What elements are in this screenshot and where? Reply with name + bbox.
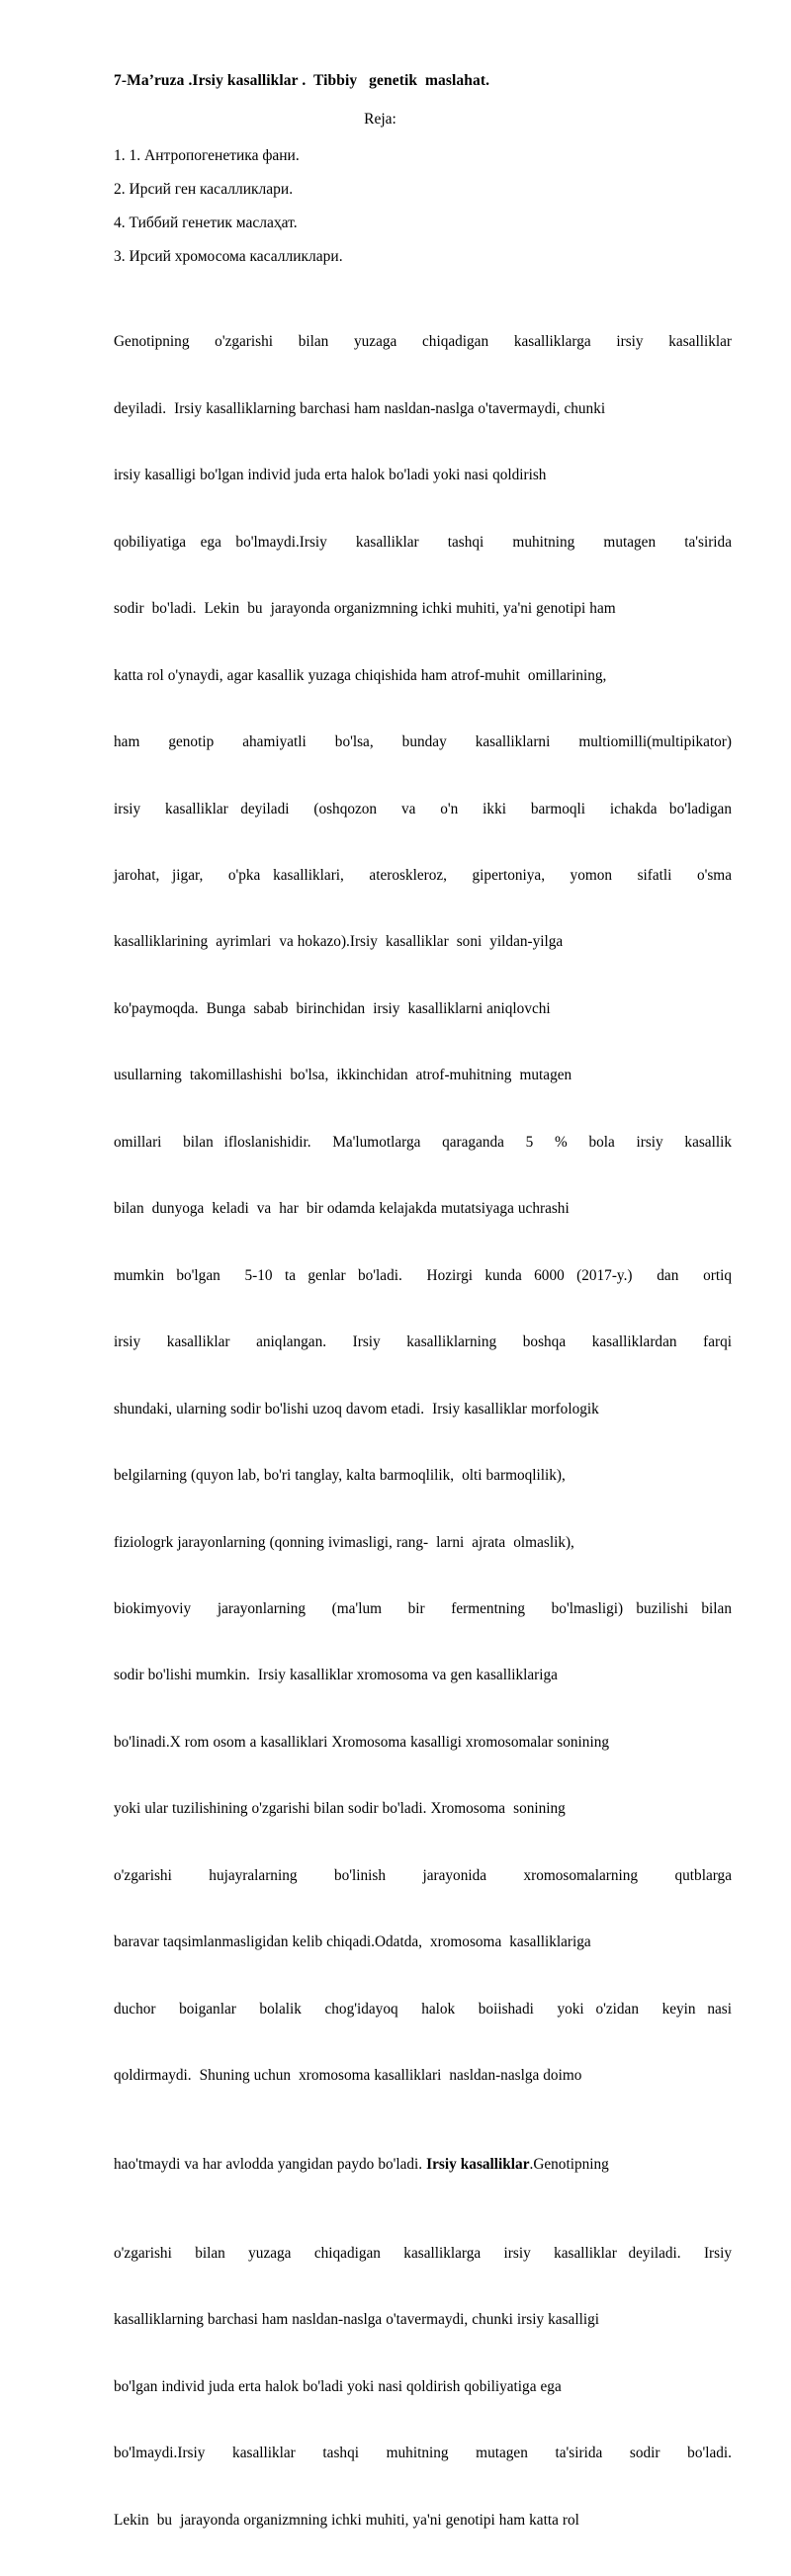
body-line: biokimyoviy jarayonlarning (ma'lum bir fermentning bo'lmasligi) buzilishi bilan [114, 1599, 732, 1617]
body-line: kasalliklarning barchasi ham nasldan-naslga o'tavermaydi, chunki irsiy kasalligi [114, 2311, 599, 2329]
body-line: irsiy kasalligi bo'lgan individ juda erta halok bo'ladi yoki nasi qoldirish [114, 467, 547, 484]
body-line: bo'lmaydi.Irsiy kasalliklar tashqi muhitning mutagen ta'sirida sodir bo'ladi. [114, 2445, 732, 2462]
emphasis-suffix-text: .Genotipning [529, 2156, 609, 2174]
body-line: sodir bo'ladi. Lekin bu jarayonda organizmning ichki muhiti, ya'ni genotipi ham [114, 600, 616, 618]
list-item: 3. Ирсий хромосома касалликлари. [114, 248, 343, 266]
body-line: shundaki, ularning sodir bo'lishi uzoq davom etadi. Irsiy kasalliklar morfologik [114, 1400, 599, 1417]
body-line-with-emphasis [114, 2154, 732, 2176]
body-line: ham genotip ahamiyatli bo'lsa, bunday kasalliklarni multiomilli(multipikator) [114, 733, 732, 751]
body-line: mumkin bo'lgan 5-10 ta genlar bo'ladi. Hozirgi kunda 6000 (2017-y.) dan ortiq [114, 1266, 732, 1284]
body-line: bo'linadi.X rom osom a kasalliklari Xromosoma kasalligi xromosomalar sonining [114, 1733, 610, 1751]
body-line: belgilarning (quyon lab, bo'ri tanglay, kalta barmoqlilik, olti barmoqlilik), [114, 1467, 566, 1485]
body-line: baravar taqsimlanmasligidan kelib chiqadi.Odatda, xromosoma kasalliklariga [114, 1933, 591, 1951]
page-title: 7-Ma’ruza .Irsiy kasalliklar . Tibbiy genetik maslahat. [114, 72, 490, 89]
body-line: irsiy kasalliklar deyiladi (oshqozon va o'n ikki barmoqli ichakda bo'ladigan [114, 800, 732, 817]
body-line: Genotipning o'zgarishi bilan yuzaga chiqadigan kasalliklarga irsiy kasalliklar [114, 333, 732, 351]
emphasis-prefix-text: hao'tmaydi va har avlodda yangidan paydo bo'ladi. [114, 2156, 427, 2174]
body-line: usullarning takomillashishi bo'lsa, ikkinchidan atrof-muhitning mutagen [114, 1067, 572, 1084]
body-line: qoldirmaydi. Shuning uchun xromosoma kasalliklari nasldan-naslga doimo [114, 2067, 582, 2085]
body-line: kasalliklarining ayrimlari va hokazo).Irsiy kasalliklar soni yildan-yilga [114, 933, 564, 951]
body-line: duchor boiganlar bolalik chog'idayoq halok boiishadi yoki o'zidan keyin nasi [114, 2000, 732, 2018]
list-item: 4. Тиббий генетик маслаҳат. [114, 215, 298, 232]
body-line: irsiy kasalliklar aniqlangan. Irsiy kasalliklarning boshqa kasalliklardan farqi [114, 1333, 732, 1351]
body-line: omillari bilan ifloslanishidir. Ma'lumotlarga qaraganda 5 % bola irsiy kasallik [114, 1133, 732, 1151]
reja-heading: Reja: [364, 110, 396, 128]
body-line: o'zgarishi bilan yuzaga chiqadigan kasalliklarga irsiy kasalliklar deyiladi. Irsiy [114, 2245, 732, 2263]
body-line: jarohat, jigar, o'pka kasalliklari, ateroskleroz, gipertoniya, yomon sifatli o'sma [114, 867, 732, 884]
body-line: bilan dunyoga keladi va har bir odamda kelajakda mutatsiyaga uchrashi [114, 1200, 570, 1218]
body-paragraph [114, 287, 732, 2576]
body-line: o'zgarishi hujayralarning bo'linish jarayonida xromosomalarning qutblarga [114, 1866, 732, 1884]
list-item: 1. 1. Антропогенетика фани. [114, 146, 300, 164]
body-line: yoki ular tuzilishining o'zgarishi bilan sodir bo'ladi. Xromosoma sonining [114, 1800, 566, 1818]
body-line: Lekin bu jarayonda organizmning ichki muhiti, ya'ni genotipi ham katta rol [114, 2511, 579, 2529]
body-line: ko'paymoqda. Bunga sabab birinchidan irsiy kasalliklarni aniqlovchi [114, 999, 551, 1017]
body-line: sodir bo'lishi mumkin. Irsiy kasalliklar xromosoma va gen kasalliklariga [114, 1667, 558, 1684]
emphasized-term: Irsiy kasalliklar [426, 2156, 530, 2174]
body-line: katta rol o'ynaydi, agar kasallik yuzaga chiqishida ham atrof-muhit omillarining, [114, 666, 607, 684]
table-of-contents [114, 146, 732, 268]
body-line: deyiladi. Irsiy kasalliklarning barchasi ham nasldan-naslga o'tavermaydi, chunki [114, 399, 606, 417]
body-line: bo'lgan individ juda erta halok bo'ladi yoki nasi qoldirish qobiliyatiga ega [114, 2377, 562, 2395]
list-item: 2. Ирсий ген касалликлари. [114, 180, 294, 198]
body-line: fiziologrk jarayonlarning (qonning ivimasligi, rang- larni ajrata olmaslik), [114, 1533, 574, 1551]
body-line: qobiliyatiga ega bo'lmaydi.Irsiy kasalliklar tashqi muhitning mutagen ta'sirida [114, 533, 732, 551]
